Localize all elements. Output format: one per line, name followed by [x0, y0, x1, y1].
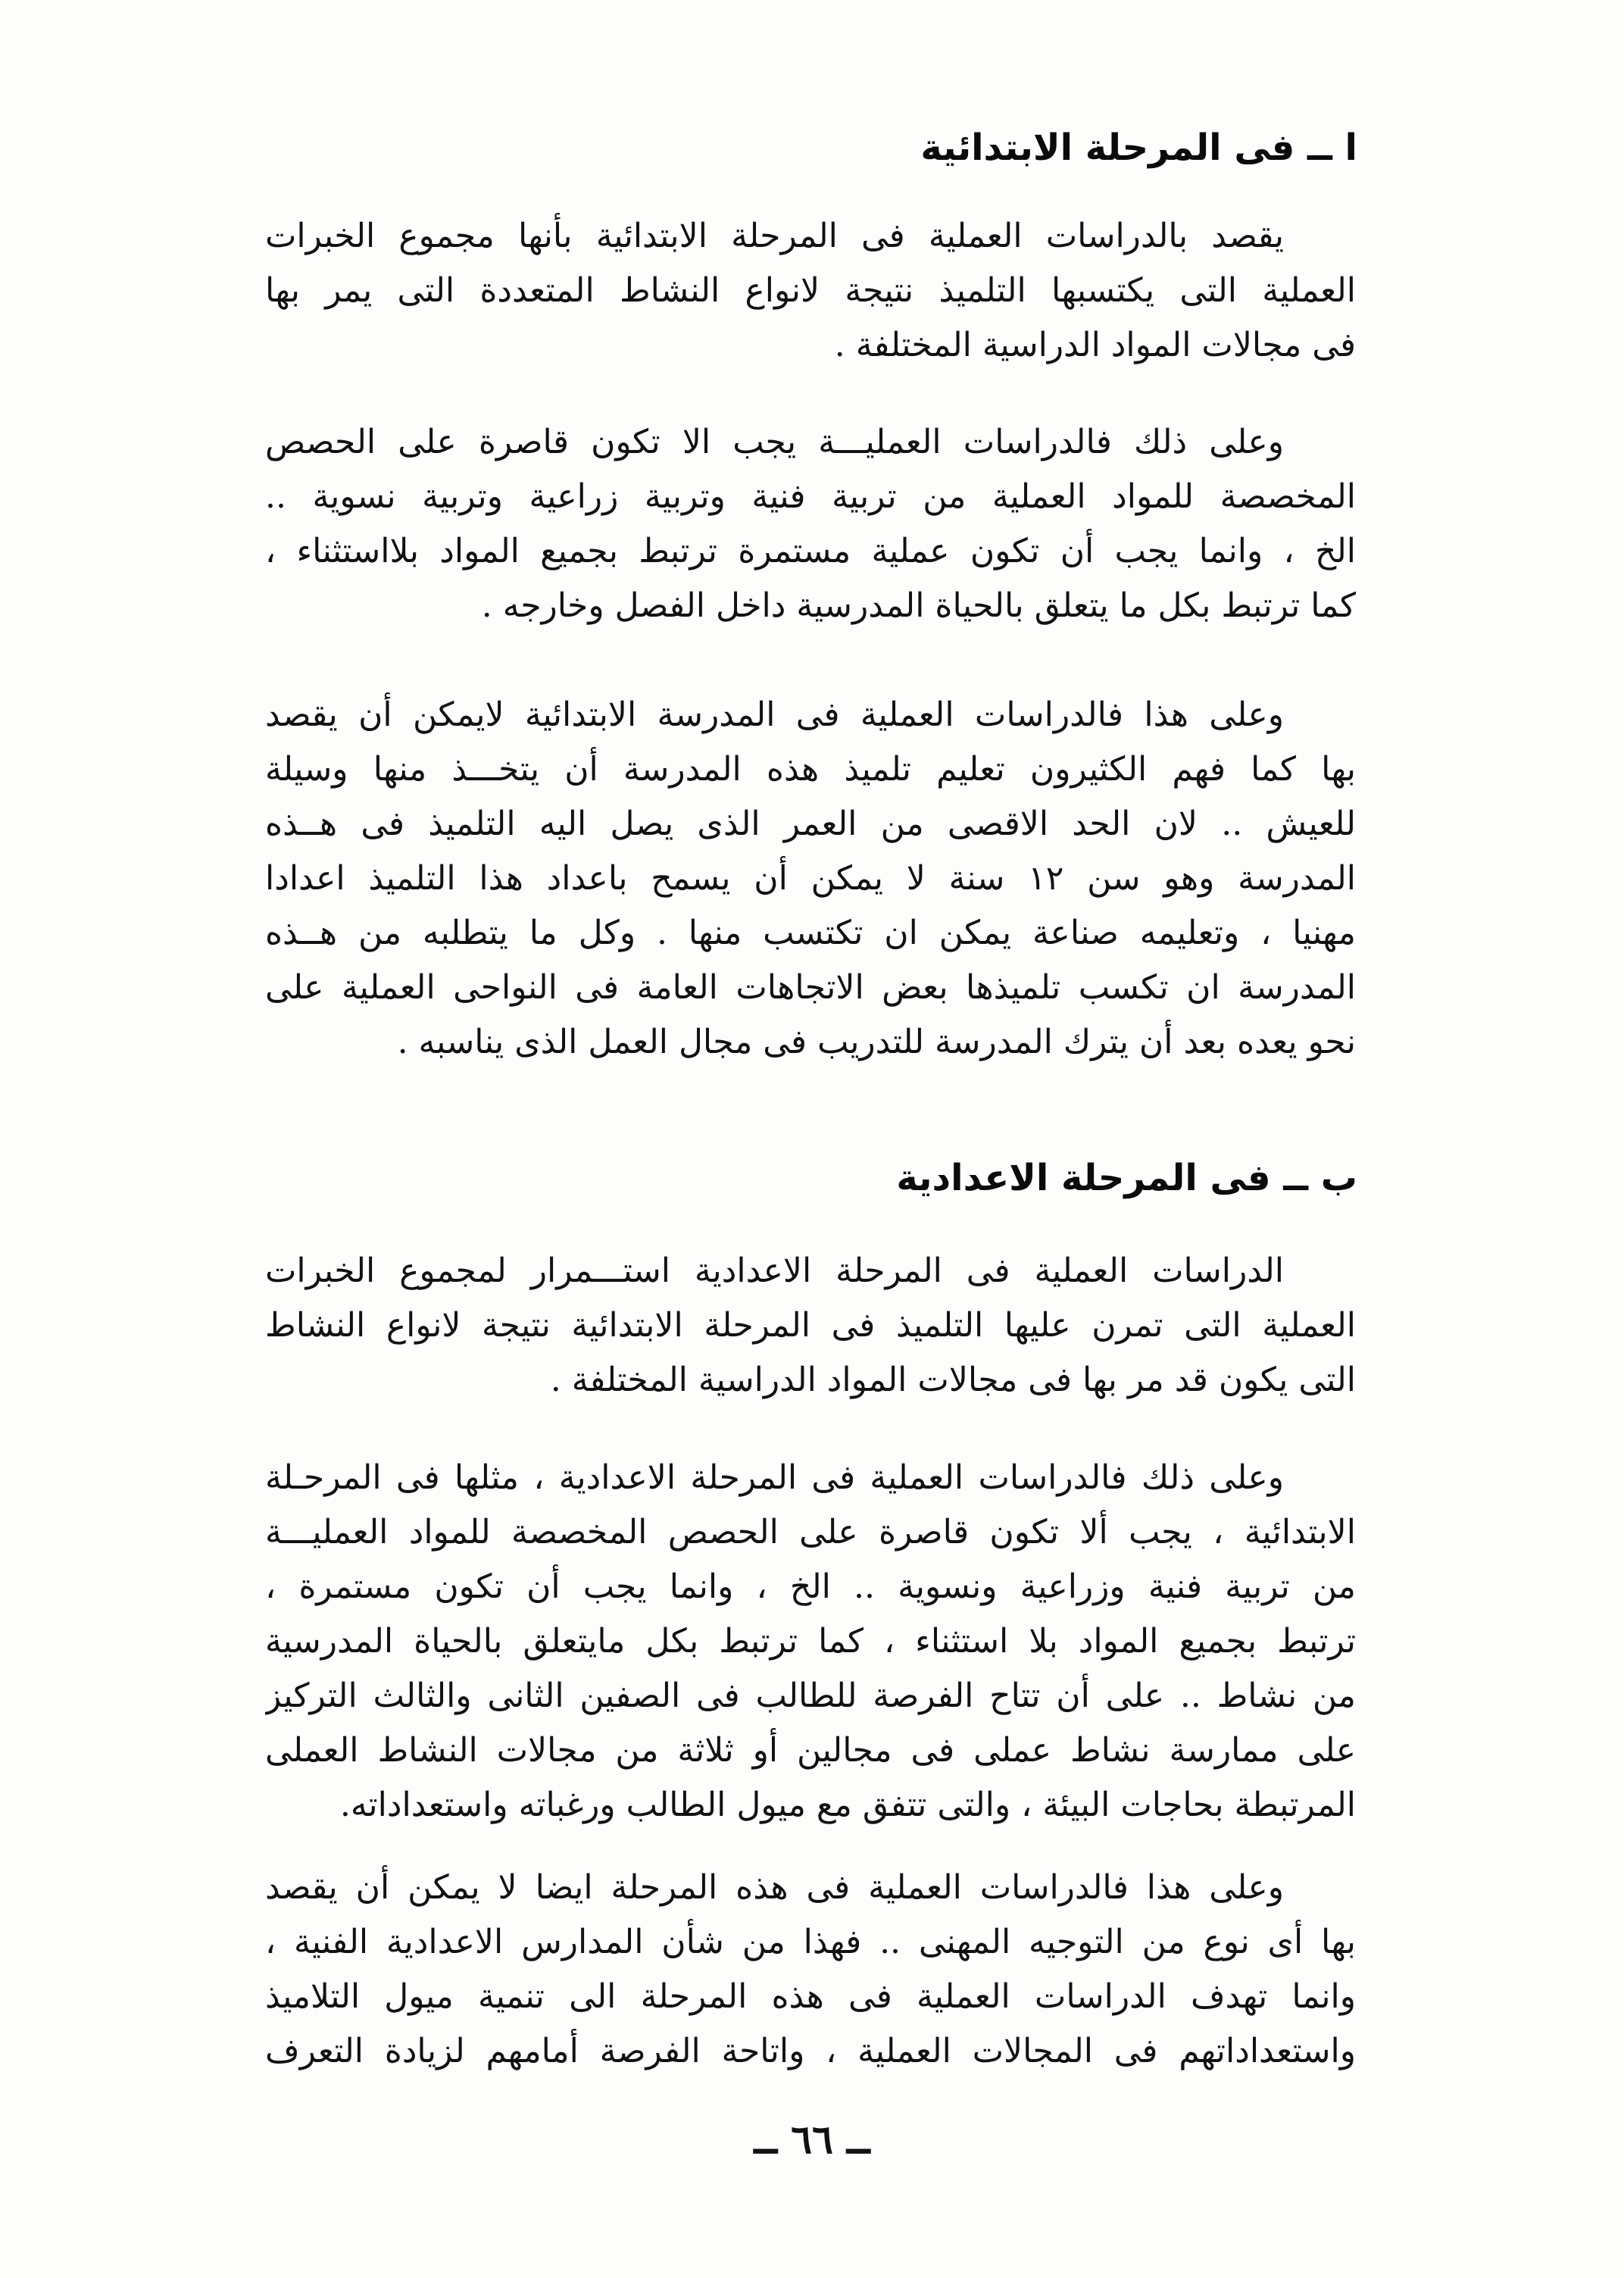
text-line: وعلى هذا فالدراسات العملية فى المدرسة الابتدائية لايمكن أن يقصد	[265, 695, 1284, 734]
section-b-paragraph-1	[265, 1244, 1356, 1408]
page-number: ــ ٦٦ ــ	[754, 2117, 870, 2163]
text-line: وانما تهدف الدراسات العملية فى هذه المرحلة الى تنمية ميول التلاميذ	[265, 1977, 1356, 2016]
text-line: المرتبطة بحاجات البيئة ، والتى تتفق مع ميول الطالب ورغباته واستعداداته.	[339, 1786, 1356, 1824]
text-line: العملية التى يكتسبها التلميذ نتيجة لانواع النشاط المتعددة التى يمر بها	[265, 271, 1356, 310]
text-line: كما ترتبط بكل ما يتعلق بالحياة المدرسية داخل الفصل وخارجه .	[481, 586, 1356, 625]
text-line: من نشاط .. على أن تتاح الفرصة للطالب فى الصفين الثانى والثالث التركيز	[265, 1676, 1356, 1715]
text-line: المخصصة للمواد العملية من تربية فنية وتربية زراعية وتربية نسوية ..	[265, 477, 1356, 516]
text-line: الدراسات العملية فى المرحلة الاعدادية استـــمرار لمجموع الخبرات	[265, 1251, 1284, 1290]
text-line: على ممارسة نشاط عملى فى مجالين أو ثلاثة من مجالات النشاط العملى	[265, 1731, 1356, 1770]
text-line: فى مجالات المواد الدراسية المختلفة .	[834, 326, 1356, 364]
text-line: وعلى ذلك فالدراسات العمليـــة يجب الا تكون قاصرة على الحصص	[265, 423, 1284, 461]
section-b-heading: ب ــ فى المرحلة الاعدادية	[896, 1157, 1357, 1199]
section-a-paragraph-3	[265, 688, 1356, 1070]
text-line: المدرسة ان تكسب تلميذها بعض الاتجاهات العامة فى النواحى العملية على	[265, 968, 1356, 1007]
text-line: للعيش .. لان الحد الاقصى من العمر الذى يصل اليه التلميذ فى هــذه	[265, 805, 1356, 843]
text-line: بها كما فهم الكثيرون تعليم تلميذ هذه المدرسة أن يتخـــذ منها وسيلة	[265, 750, 1356, 789]
section-a-paragraph-1	[265, 209, 1356, 373]
text-line: وعلى ذلك فالدراسات العملية فى المرحلة الاعدادية ، مثلها فى المرحـلة	[265, 1458, 1284, 1497]
text-line: نحو يعده بعد أن يترك المدرسة للتدريب فى مجال العمل الذى يناسبه .	[397, 1023, 1356, 1061]
text-line: من تربية فنية وزراعية ونسوية .. الخ ، وانما يجب أن تكون مستمرة ،	[265, 1567, 1356, 1606]
section-b-paragraph-3	[265, 1861, 1356, 2079]
text-line: الخ ، وانما يجب أن تكون عملية مستمرة ترتبط بجميع المواد بلااستثناء ،	[265, 532, 1356, 570]
text-line: مهنيا ، وتعليمه صناعة يمكن ان تكتسب منها . وكل ما يتطلبه من هــذه	[265, 914, 1356, 952]
text-line: يقصد بالدراسات العملية فى المرحلة الابتدائية بأنها مجموع الخبرات	[265, 217, 1284, 255]
text-line: بها أى نوع من التوجيه المهنى .. فهذا من شأن المدارس الاعدادية الفنية ،	[265, 1923, 1356, 1961]
text-line: العملية التى تمرن عليها التلميذ فى المرحلة الابتدائية نتيجة لانواع النشاط	[265, 1306, 1356, 1345]
text-line: الابتدائية ، يجب ألا تكون قاصرة على الحصص المخصصة للمواد العمليـــة	[265, 1513, 1356, 1551]
section-a-heading: ا ــ فى المرحلة الابتدائية	[920, 127, 1357, 169]
text-line: المدرسة وهو سن ١٢ سنة لا يمكن أن يسمح باعداد هذا التلميذ اعدادا	[265, 859, 1356, 898]
section-b-paragraph-2	[265, 1451, 1356, 1833]
text-line: وعلى هذا فالدراسات العملية فى هذه المرحلة ايضا لا يمكن أن يقصد	[265, 1868, 1284, 1907]
text-line: ترتبط بجميع المواد بلا استثناء ، كما ترتبط بكل مايتعلق بالحياة المدرسية	[265, 1622, 1356, 1661]
text-line: التى يكون قد مر بها فى مجالات المواد الدراسية المختلفة .	[550, 1361, 1356, 1399]
text-line: واستعداداتهم فى المجالات العملية ، واتاحة الفرصة أمامهم لزيادة التعرف	[265, 2032, 1356, 2070]
section-a-paragraph-2	[265, 415, 1356, 633]
